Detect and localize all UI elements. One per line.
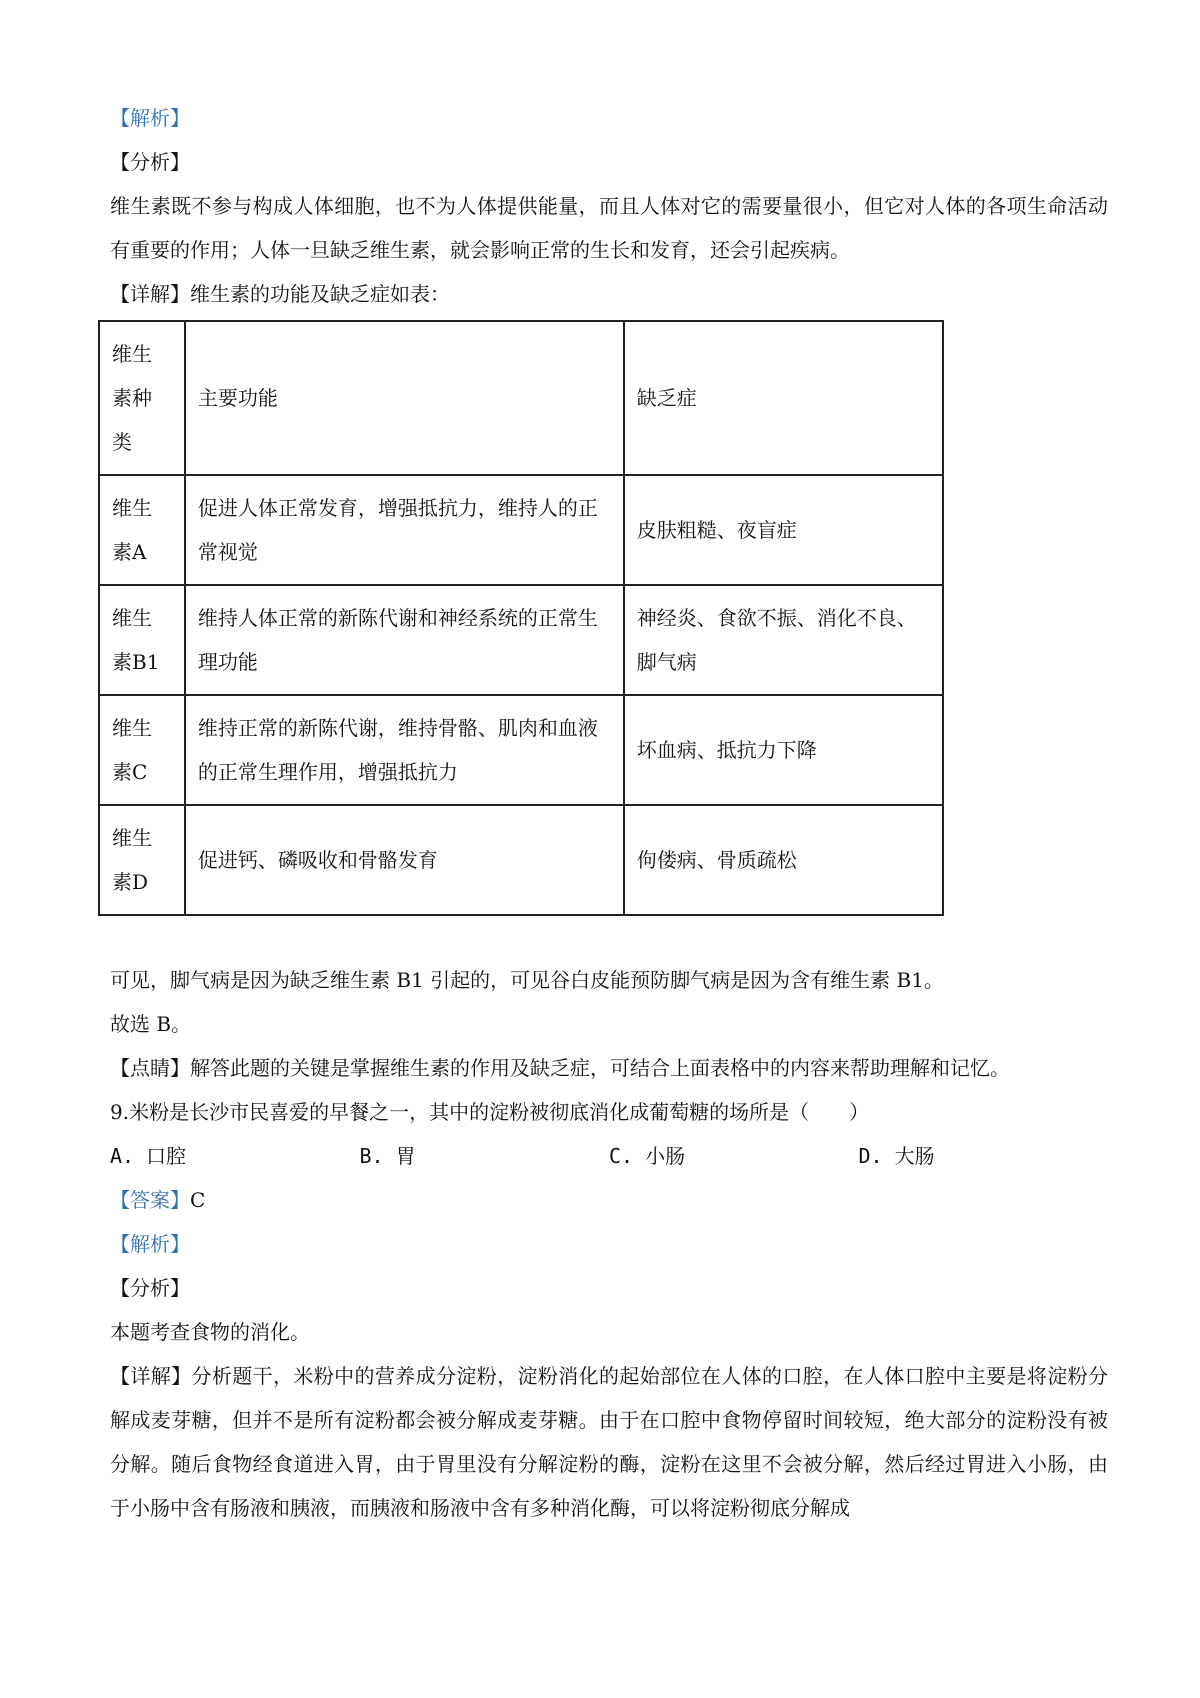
option-b bbox=[360, 1134, 610, 1178]
detail-intro: 【详解】维生素的功能及缺乏症如表： bbox=[110, 282, 450, 306]
answer-label: 【答案】 bbox=[110, 1188, 190, 1212]
option-a bbox=[110, 1134, 360, 1178]
table-cell: 维生素B1 bbox=[99, 585, 185, 695]
table-cell: 坏血病、抵抗力下降 bbox=[624, 695, 943, 805]
fenxi-heading: 【分析】 bbox=[110, 150, 190, 174]
option-letter: D. bbox=[858, 1144, 883, 1168]
document-content bbox=[110, 96, 1108, 1530]
table-cell: 促进钙、磷吸收和骨骼发育 bbox=[185, 805, 624, 915]
table-cell: 维生素C bbox=[99, 695, 185, 805]
detail-text-9: 【详解】分析题干，米粉中的营养成分淀粉，淀粉消化的起始部位在人体的口腔，在人体口腔中主要是将淀粉分解成麦芽糖，但并不是所有淀粉都会被分解成麦芽糖。由于在口腔中食物停留时间较短，绝大部分的淀粉没有被分解。随后食物经食道进入胃，由于胃里没有分解淀粉的酶，淀粉在这里不会被分解，然后经过胃进入小肠，由于小肠中含有肠液和胰液，而胰液和肠液中含有多种消化酶，可以将淀粉彻底分解成 bbox=[110, 1364, 1108, 1520]
option-letter: C. bbox=[609, 1144, 634, 1168]
table-cell: 佝偻病、骨质疏松 bbox=[624, 805, 943, 915]
analysis-heading-9: 【解析】 bbox=[110, 1232, 190, 1256]
spacer bbox=[110, 916, 1108, 958]
table-row bbox=[99, 805, 943, 915]
analysis-text: 维生素既不参与构成人体细胞，也不为人体提供能量，而且人体对它的需要量很小，但它对人体的各项生命活动有重要的作用；人体一旦缺乏维生素，就会影响正常的生长和发育，还会引起疾病。 bbox=[110, 194, 1108, 262]
table-row bbox=[99, 585, 943, 695]
option-text: 大肠 bbox=[894, 1144, 935, 1168]
question-9: 9.米粉是长沙市民喜爱的早餐之一，其中的淀粉被彻底消化成葡萄糖的场所是（ ） bbox=[110, 1100, 870, 1124]
option-letter: B. bbox=[359, 1144, 384, 1168]
vitamin-table bbox=[98, 320, 944, 916]
analysis-heading: 【解析】 bbox=[110, 106, 190, 130]
fenxi-heading-9: 【分析】 bbox=[110, 1276, 190, 1300]
option-text: 口腔 bbox=[146, 1144, 187, 1168]
table-header-row bbox=[99, 321, 943, 475]
table-row bbox=[99, 695, 943, 805]
table-cell: 神经炎、食欲不振、消化不良、脚气病 bbox=[624, 585, 943, 695]
table-header-cell: 维生素种类 bbox=[99, 321, 185, 475]
conclusion-text: 可见，脚气病是因为缺乏维生素 B1 引起的，可见谷白皮能预防脚气病是因为含有维生素 B1。 bbox=[110, 968, 944, 992]
table-cell: 维生素D bbox=[99, 805, 185, 915]
option-c bbox=[609, 1134, 859, 1178]
table-cell: 维持人体正常的新陈代谢和神经系统的正常生理功能 bbox=[185, 585, 624, 695]
table-cell: 促进人体正常发育，增强抵抗力，维持人的正常视觉 bbox=[185, 475, 624, 585]
option-text: 小肠 bbox=[645, 1144, 686, 1168]
table-cell: 维持正常的新陈代谢，维持骨骼、肌肉和血液的正常生理作用，增强抵抗力 bbox=[185, 695, 624, 805]
table-header-cell: 缺乏症 bbox=[624, 321, 943, 475]
table-cell: 维生素A bbox=[99, 475, 185, 585]
table-header-cell: 主要功能 bbox=[185, 321, 624, 475]
answer-line bbox=[110, 1178, 1108, 1222]
option-text: 胃 bbox=[395, 1144, 416, 1168]
analysis-text-9: 本题考查食物的消化。 bbox=[110, 1320, 310, 1344]
options-row bbox=[110, 1134, 1108, 1178]
option-letter: A. bbox=[110, 1144, 135, 1168]
table-row bbox=[99, 475, 943, 585]
option-d bbox=[859, 1134, 1109, 1178]
choice-text: 故选 B。 bbox=[110, 1012, 192, 1036]
tip-text: 【点睛】解答此题的关键是掌握维生素的作用及缺乏症，可结合上面表格中的内容来帮助理解和记忆。 bbox=[110, 1056, 1010, 1080]
answer-value: C bbox=[190, 1188, 206, 1212]
table-cell: 皮肤粗糙、夜盲症 bbox=[624, 475, 943, 585]
